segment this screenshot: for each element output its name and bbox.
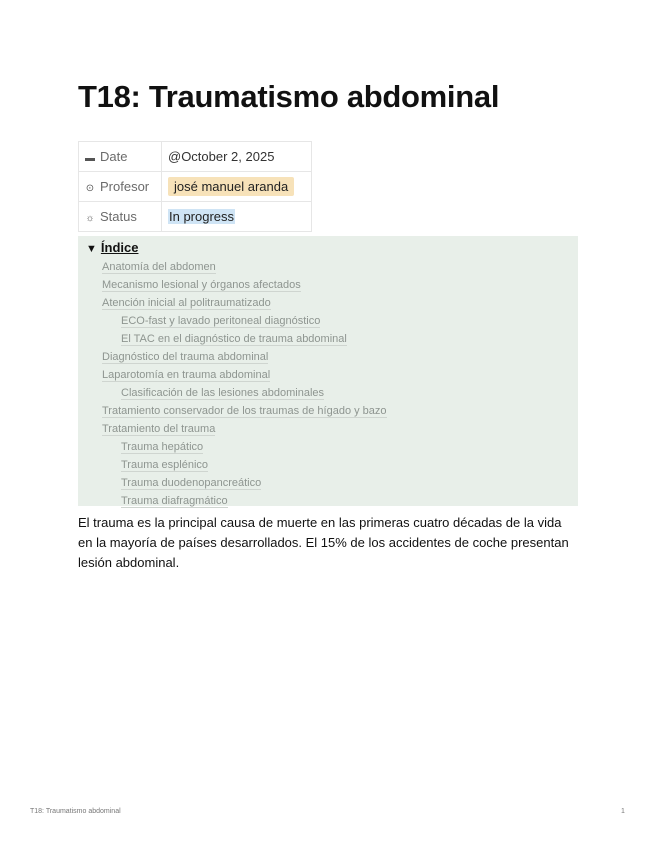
toc-link-label[interactable]: Clasificación de las lesiones abdominales [121, 387, 325, 399]
toc-link[interactable] [86, 492, 570, 510]
status-icon: ☼ [85, 213, 95, 224]
property-key-date [79, 142, 162, 172]
property-key-profesor [79, 172, 162, 202]
table-of-contents [78, 236, 578, 506]
property-value-status[interactable] [162, 202, 312, 232]
toc-link[interactable] [86, 474, 570, 492]
toc-link[interactable] [86, 438, 570, 456]
profesor-tag[interactable]: josé manuel aranda [168, 177, 294, 196]
toc-link-label[interactable]: Trauma diafragmático [121, 495, 228, 507]
triangle-down-icon[interactable]: ▼ [86, 243, 97, 255]
status-badge[interactable]: In progress [169, 209, 235, 224]
property-value-date[interactable] [162, 142, 312, 172]
toc-link[interactable] [86, 366, 570, 384]
toc-link-label[interactable]: Diagnóstico del trauma abdominal [102, 351, 269, 363]
calendar-icon: ▬ [85, 153, 95, 164]
toc-link-label[interactable]: Laparotomía en trauma abdominal [102, 369, 271, 381]
toc-link[interactable] [86, 258, 570, 276]
page-title: T18: Traumatismo abdominal [78, 79, 500, 114]
toc-list [86, 258, 570, 510]
property-value-profesor[interactable] [162, 172, 312, 202]
toc-link[interactable] [86, 456, 570, 474]
toc-link-label[interactable]: Tratamiento del trauma [102, 423, 216, 435]
toc-link-label[interactable]: Trauma duodenopancreático [121, 477, 262, 489]
toc-link[interactable] [86, 330, 570, 348]
property-key-label: Status [100, 209, 137, 224]
toc-heading[interactable]: Índice [100, 240, 139, 255]
toc-link-label[interactable]: El TAC en el diagnóstico de trauma abdominal [121, 333, 347, 345]
toc-link[interactable] [86, 312, 570, 330]
toc-link-label[interactable]: Trauma esplénico [121, 459, 209, 471]
property-row-date [79, 142, 312, 172]
toc-link[interactable] [86, 384, 570, 402]
body-paragraph: El trauma es la principal causa de muerte en las primeras cuatro décadas de la vida en la mayoría de países desarrollados. El 15% de los accidentes de coche presentan lesión abdominal. [78, 515, 569, 570]
toc-link[interactable] [86, 348, 570, 366]
toc-toggle[interactable] [86, 239, 570, 258]
property-row-profesor [79, 172, 312, 202]
toc-link[interactable] [86, 294, 570, 312]
property-key-label: Profesor [100, 179, 150, 194]
toc-link[interactable] [86, 276, 570, 294]
toc-link-label[interactable]: Mecanismo lesional y órganos afectados [102, 279, 301, 291]
page-number: 1 [621, 808, 625, 815]
property-row-status [79, 202, 312, 232]
toc-link-label[interactable]: Tratamiento conservador de los traumas de hígado y bazo [102, 405, 387, 417]
date-value[interactable]: @October 2, 2025 [168, 149, 275, 164]
properties-table [78, 141, 312, 232]
toc-link[interactable] [86, 420, 570, 438]
toc-link[interactable] [86, 402, 570, 420]
property-key-label: Date [100, 149, 128, 164]
property-key-status [79, 202, 162, 232]
toc-link-label[interactable]: Trauma hepático [121, 441, 204, 453]
toc-link-label[interactable]: Atención inicial al politraumatizado [102, 297, 271, 309]
person-icon: ⊙ [85, 183, 95, 194]
toc-link-label[interactable]: Anatomía del abdomen [102, 261, 216, 273]
footer-title: T18: Traumatismo abdominal [30, 808, 121, 815]
toc-link-label[interactable]: ECO-fast y lavado peritoneal diagnóstico [121, 315, 321, 327]
